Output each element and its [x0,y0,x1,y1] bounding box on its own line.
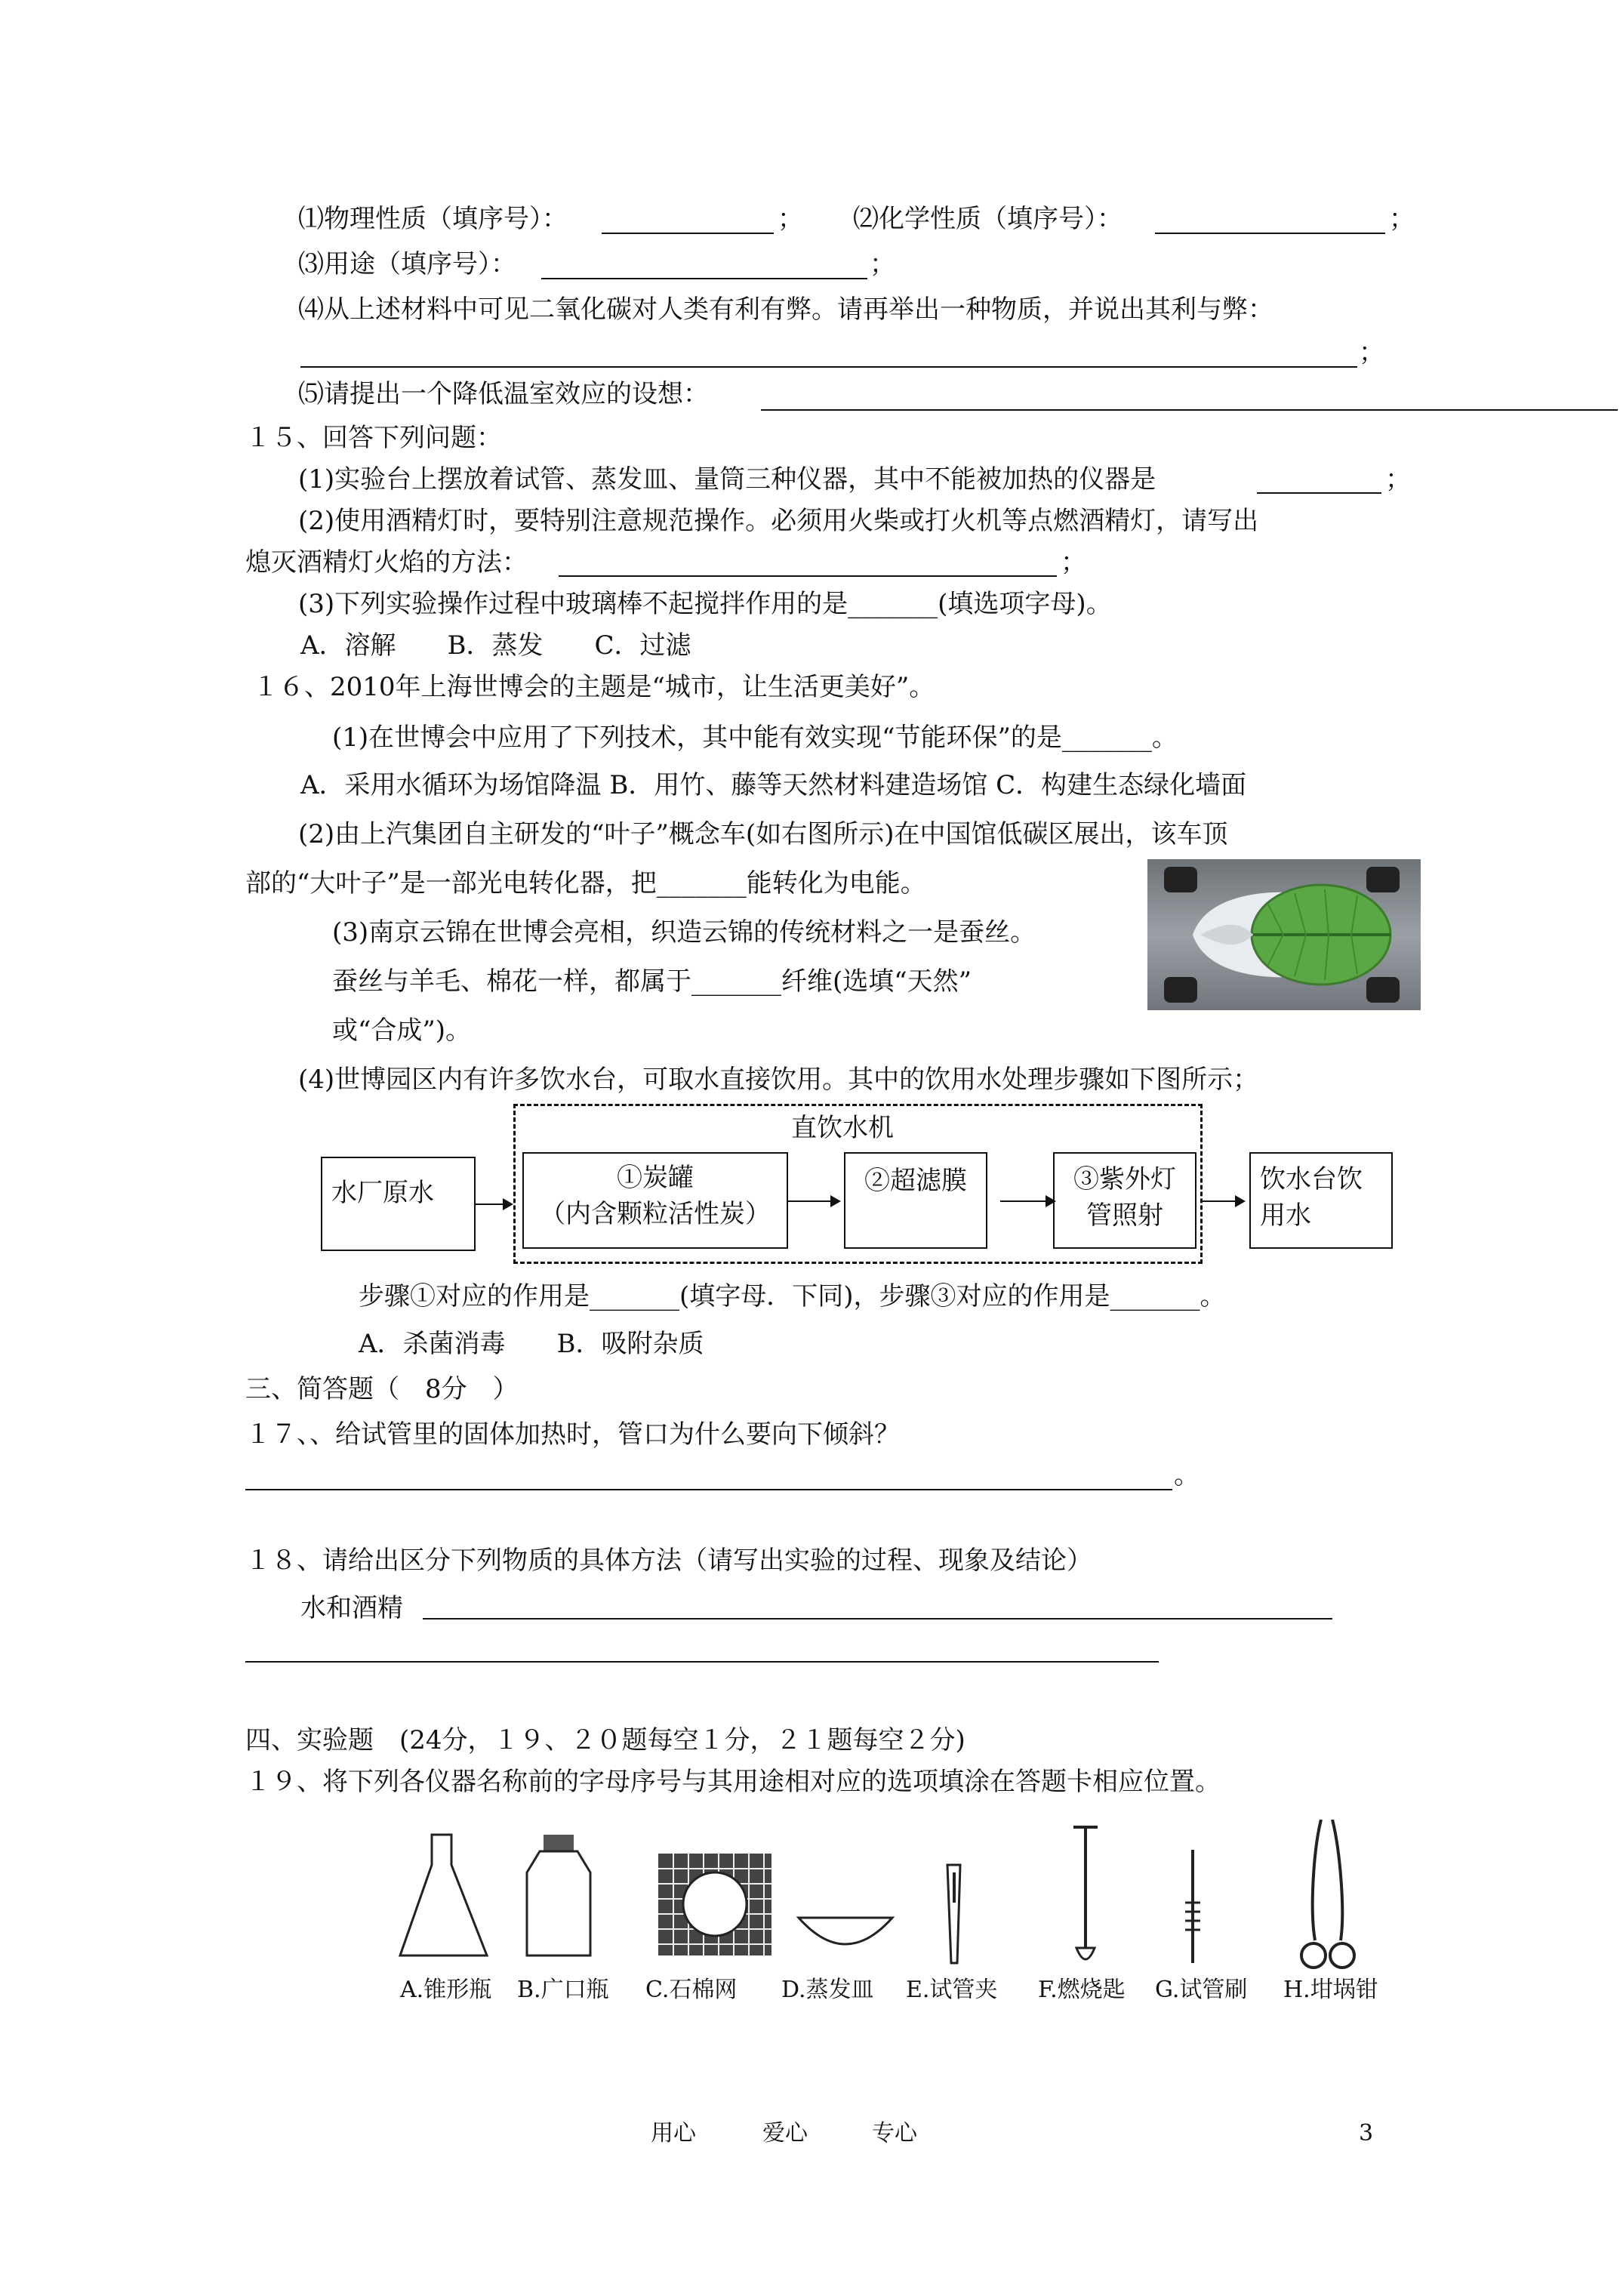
q14-semicolon: ； [778,204,803,234]
footer-motto-1: 用心 [651,2120,696,2147]
section4-title: 四、实验题 (24分，１９、２０题每空１分，２１题每空２分) [245,1725,965,1755]
flow-step2: ②超滤膜 [864,1166,967,1196]
q14-idea: ⑸请提出一个降低温室效应的设想： [298,379,709,409]
q17: １７、、给试管里的固体加热时，管口为什么要向下倾斜？ [245,1419,900,1450]
page-number: 3 [1359,2120,1374,2147]
q14-semicolon: ； [1389,204,1415,234]
instrument-illustrations [393,1820,1389,2016]
leaf-concept-car-photo [1147,859,1421,1010]
q14-pros-cons: ⑷从上述材料中可见二氧化碳对人类有利有弊。请再举出一种物质，并说出其利与弊： [298,294,1273,325]
section3-title: 三、简答题（ 8分 ） [245,1374,519,1404]
q17-period: 。 [1174,1460,1200,1490]
q16-p1-options: A．采用水循环为场馆降温 B．用竹、藤等天然材料建造场馆 C．构建生态绿化墙面 [300,770,1247,800]
flow-arrow [1000,1200,1055,1202]
q16-p3b: 蚕丝与羊毛、棉花一样，都属于_______纤维(选填“天然” [332,966,972,997]
q14-physical: ⑴物理性质（填序号）： [298,204,568,234]
answer-blank[interactable] [761,409,1618,411]
q18: １８、请给出区分下列物质的具体方法（请写出实验的过程、现象及结论） [245,1546,1092,1576]
instrument-b-label: B.广口瓶 [517,1977,609,2003]
flow-step3-box [1053,1152,1196,1249]
flow-step2-box [844,1152,987,1249]
flow-step1-note: （内含颗粒活性炭） [540,1199,771,1229]
leaf-car-image [1147,859,1421,1010]
flow-end-note: 用水 [1260,1200,1311,1231]
answer-blank[interactable] [602,233,774,234]
answer-blank[interactable] [1155,233,1385,234]
q15-p1: (1)实验台上摆放着试管、蒸发皿、量筒三种仪器，其中不能被加热的仪器是 [298,464,1156,495]
footer-motto-2: 爱心 [762,2120,808,2147]
answer-blank[interactable] [300,366,1357,368]
q16-p2a: (2)由上汽集团自主研发的“叶子”概念车(如右图所示)在中国馆低碳区展出，该车顶 [298,819,1228,849]
q19: １９、将下列各仪器名称前的字母序号与其用途相对应的选项填涂在答题卡相应位置。 [245,1767,1221,1797]
q14-chemical: ⑵化学性质（填序号）： [853,204,1123,234]
q18-item: 水和酒精 [300,1593,403,1623]
q16-p3c: 或“合成”)。 [332,1015,472,1046]
flow-step1-box [522,1152,788,1249]
instrument-g-label: G.试管刷 [1155,1977,1248,2003]
instrument-e-label: E.试管夹 [906,1977,998,2003]
flow-arrow [1200,1200,1244,1202]
flow-end-title: 饮水台饮 [1260,1164,1363,1194]
flow-step1-title: ①炭罐 [617,1163,694,1193]
q15-p2b: 熄灭酒精灯火焰的方法： [245,547,528,578]
flow-arrow [476,1203,512,1205]
flow-step3-title: ③紫外灯 [1073,1164,1176,1194]
instrument-drawings [393,1820,1389,1971]
q15-options: A．溶解 B．蒸发 C．过滤 [300,630,691,661]
flow-step3-note: 管照射 [1086,1200,1163,1231]
q15-p3: (3)下列实验操作过程中玻璃棒不起搅拌作用的是_______(填选项字母)。 [298,589,1112,619]
instrument-d-label: D.蒸发皿 [781,1977,874,2003]
instrument-a-label: A.锥形瓶 [400,1977,492,2003]
answer-blank[interactable] [541,278,867,279]
answer-blank[interactable] [559,575,1057,577]
flow-source: 水厂原水 [331,1178,434,1208]
answer-blank[interactable] [423,1618,1332,1620]
q16-p3a: (3)南京云锦在世博会亮相，织造云锦的传统材料之一是蚕丝。 [332,917,1036,948]
q16-p4: (4)世博园区内有许多饮水台，可取水直接饮用。其中的饮用水处理步骤如下图所示； [298,1065,1259,1095]
q16-title: １６、2010年上海世博会的主题是“城市，让生活更美好”。 [253,672,935,702]
footer-motto-3: 专心 [872,2120,917,2147]
q15-semicolon: ； [1061,547,1086,578]
q14-semicolon: ； [1359,337,1384,368]
q15-p2a: (2)使用酒精灯时，要特别注意规范操作。必须用火柴或打火机等点燃酒精灯，请写出 [298,506,1259,536]
instrument-h-label: H.坩埚钳 [1283,1977,1378,2003]
q16-p2b: 部的“大叶子”是一部光电转化器，把_______能转化为电能。 [245,868,926,898]
flow-source-box [321,1157,476,1251]
instrument-c-label: C.石棉网 [645,1977,738,2003]
flow-arrow [788,1200,839,1202]
q16-p1: (1)在世博会中应用了下列技术，其中能有效实现“节能环保”的是_______。 [332,723,1178,753]
instrument-f-label: F.燃烧匙 [1038,1977,1126,2003]
q14-use: ⑶用途（填序号）： [298,249,516,279]
q16-p4-question: 步骤①对应的作用是_______(填字母．下同)，步骤③对应的作用是_______。 [359,1281,1226,1311]
q15-title: １５、回答下列问题： [245,423,502,453]
machine-label: 直饮水机 [791,1113,894,1143]
answer-blank[interactable] [1257,492,1381,494]
flow-end-box [1249,1152,1393,1249]
answer-blank[interactable] [245,1489,1172,1490]
answer-blank[interactable] [245,1661,1159,1663]
q16-p4-options: A．杀菌消毒 B．吸附杂质 [359,1329,704,1359]
q15-semicolon: ； [1385,464,1411,495]
q14-semicolon: ； [870,249,895,279]
